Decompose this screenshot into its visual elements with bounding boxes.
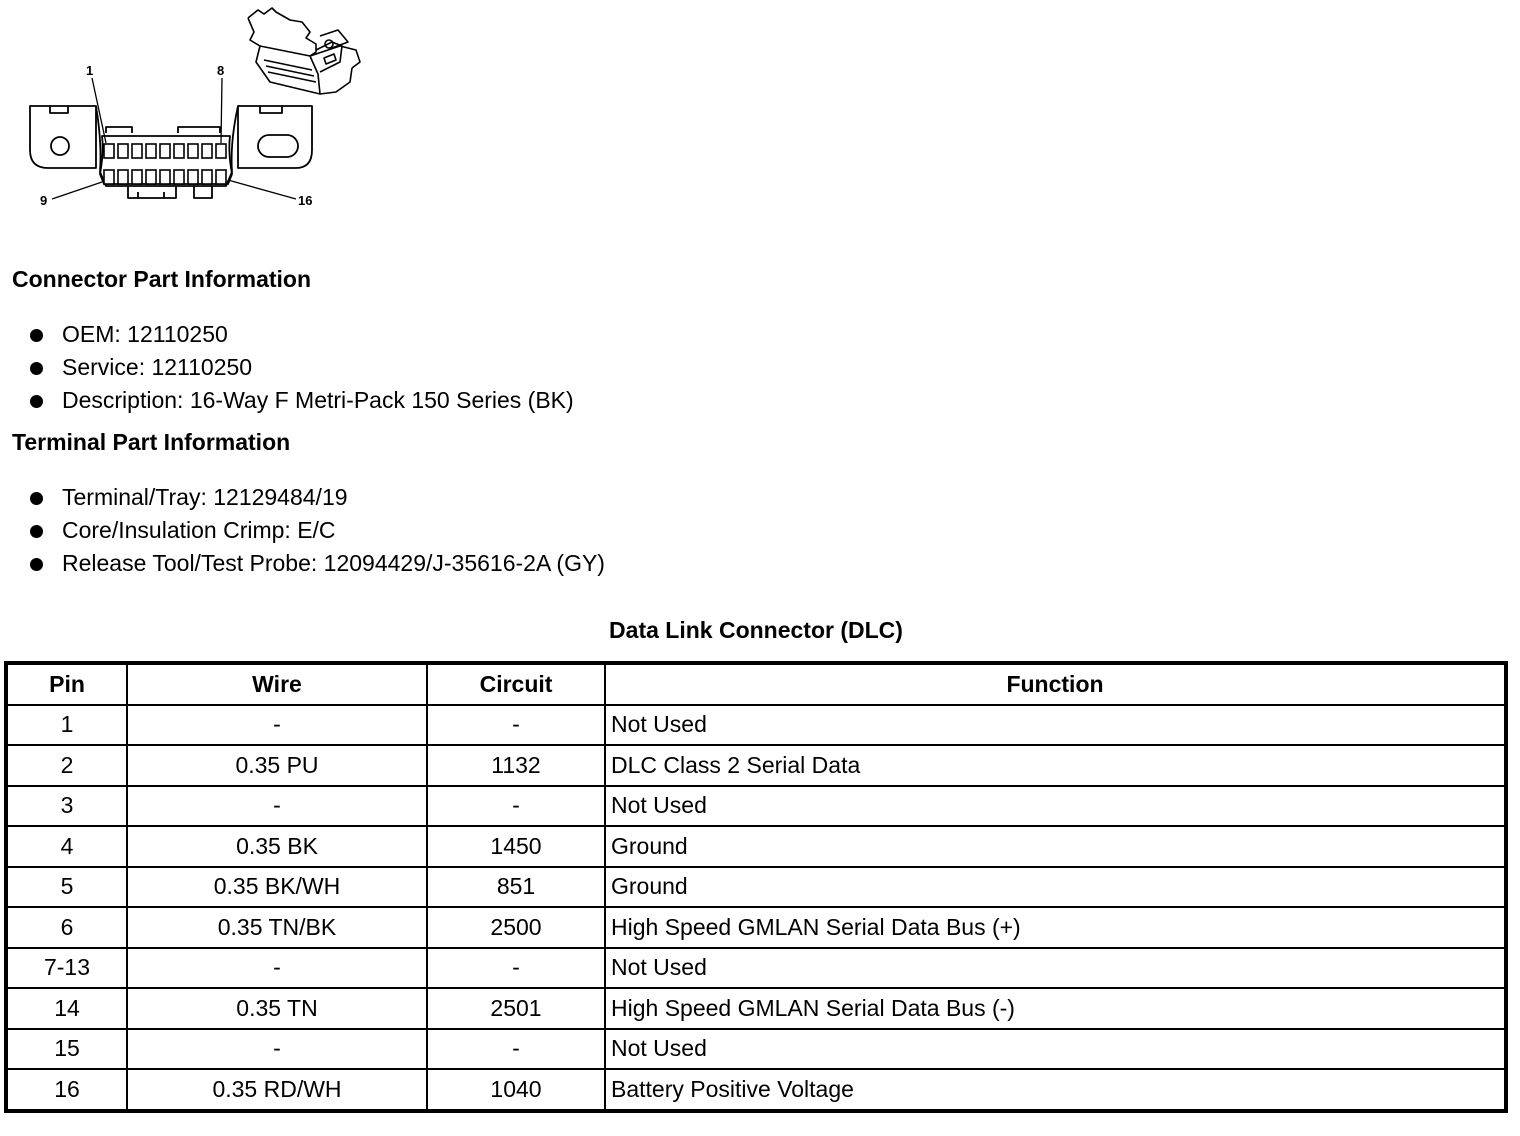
cell-wire: 0.35 BK/WH (127, 867, 427, 908)
connector-isometric-sketch (248, 8, 360, 94)
cell-circuit: - (427, 705, 605, 746)
list-item (28, 514, 605, 547)
table-title: Data Link Connector (DLC) (609, 617, 903, 643)
cell-function: Ground (605, 826, 1506, 867)
connector-oem: OEM: 12110250 (62, 321, 228, 347)
list-item (28, 547, 605, 580)
table-row (6, 907, 1506, 948)
pin-label-16: 16 (298, 193, 313, 208)
table-row (6, 1029, 1506, 1070)
bullet-icon (30, 492, 43, 505)
table-row (6, 786, 1506, 827)
column-header-wire: Wire (127, 663, 427, 705)
table-row (6, 745, 1506, 786)
cell-circuit: 2500 (427, 907, 605, 948)
connector-front-view (30, 106, 312, 198)
connector-service: Service: 12110250 (62, 354, 253, 380)
list-item (28, 351, 574, 384)
cell-function: Ground (605, 867, 1506, 908)
cell-pin: 16 (6, 1069, 127, 1111)
cell-wire: 0.35 TN/BK (127, 907, 427, 948)
pin-label-1: 1 (86, 63, 94, 78)
cell-pin: 6 (6, 907, 127, 948)
cell-function: Not Used (605, 1029, 1506, 1070)
cell-wire: 0.35 TN (127, 988, 427, 1029)
cell-function: DLC Class 2 Serial Data (605, 745, 1506, 786)
table-row (6, 948, 1506, 989)
cell-circuit: 1450 (427, 826, 605, 867)
cell-wire: 0.35 RD/WH (127, 1069, 427, 1111)
cell-circuit: - (427, 948, 605, 989)
pin-cavities (104, 144, 226, 184)
column-header-function: Function (605, 663, 1506, 705)
cell-pin: 14 (6, 988, 127, 1029)
pin-label-8: 8 (217, 63, 225, 78)
list-item (28, 481, 605, 514)
table-header-row (6, 663, 1506, 705)
table-row (6, 867, 1506, 908)
bullet-icon (30, 329, 43, 342)
cell-function: High Speed GMLAN Serial Data Bus (-) (605, 988, 1506, 1029)
terminal-info-heading: Terminal Part Information (12, 429, 291, 455)
cell-circuit: 851 (427, 867, 605, 908)
cell-wire: - (127, 1029, 427, 1070)
terminal-crimp: Core/Insulation Crimp: E/C (62, 517, 336, 543)
connector-description: Description: 16-Way F Metri-Pack 150 Series (BK) (62, 387, 574, 413)
cell-wire: - (127, 705, 427, 746)
pin-table (4, 661, 1508, 1113)
list-item (28, 384, 574, 417)
table-row (6, 826, 1506, 867)
pin-label-9: 9 (40, 193, 48, 208)
cell-circuit: 1040 (427, 1069, 605, 1111)
table-row (6, 705, 1506, 746)
cell-wire: 0.35 BK (127, 826, 427, 867)
bullet-icon (30, 395, 43, 408)
terminal-release-tool: Release Tool/Test Probe: 12094429/J-35616-2A (GY) (62, 550, 605, 576)
cell-pin: 5 (6, 867, 127, 908)
cell-pin: 2 (6, 745, 127, 786)
cell-circuit: - (427, 786, 605, 827)
bullet-icon (30, 558, 43, 571)
cell-function: Not Used (605, 705, 1506, 746)
connector-info-list (28, 318, 574, 417)
cell-wire: 0.35 PU (127, 745, 427, 786)
cell-circuit: 2501 (427, 988, 605, 1029)
terminal-tray: Terminal/Tray: 12129484/19 (62, 484, 348, 510)
column-header-pin: Pin (6, 663, 127, 705)
cell-circuit: 1132 (427, 745, 605, 786)
cell-wire: - (127, 786, 427, 827)
cell-function: High Speed GMLAN Serial Data Bus (+) (605, 907, 1506, 948)
cell-pin: 4 (6, 826, 127, 867)
bullet-icon (30, 362, 43, 375)
list-item (28, 318, 574, 351)
table-row (6, 1069, 1506, 1111)
cell-pin: 7-13 (6, 948, 127, 989)
bullet-icon (30, 525, 43, 538)
cell-wire: - (127, 948, 427, 989)
cell-function: Not Used (605, 786, 1506, 827)
cell-function: Battery Positive Voltage (605, 1069, 1506, 1111)
column-header-circuit: Circuit (427, 663, 605, 705)
cell-pin: 15 (6, 1029, 127, 1070)
connector-diagram (20, 2, 370, 216)
cell-pin: 3 (6, 786, 127, 827)
cell-pin: 1 (6, 705, 127, 746)
cell-circuit: - (427, 1029, 605, 1070)
connector-info-heading: Connector Part Information (12, 266, 312, 292)
cell-function: Not Used (605, 948, 1506, 989)
terminal-info-list (28, 481, 605, 580)
table-row (6, 988, 1506, 1029)
